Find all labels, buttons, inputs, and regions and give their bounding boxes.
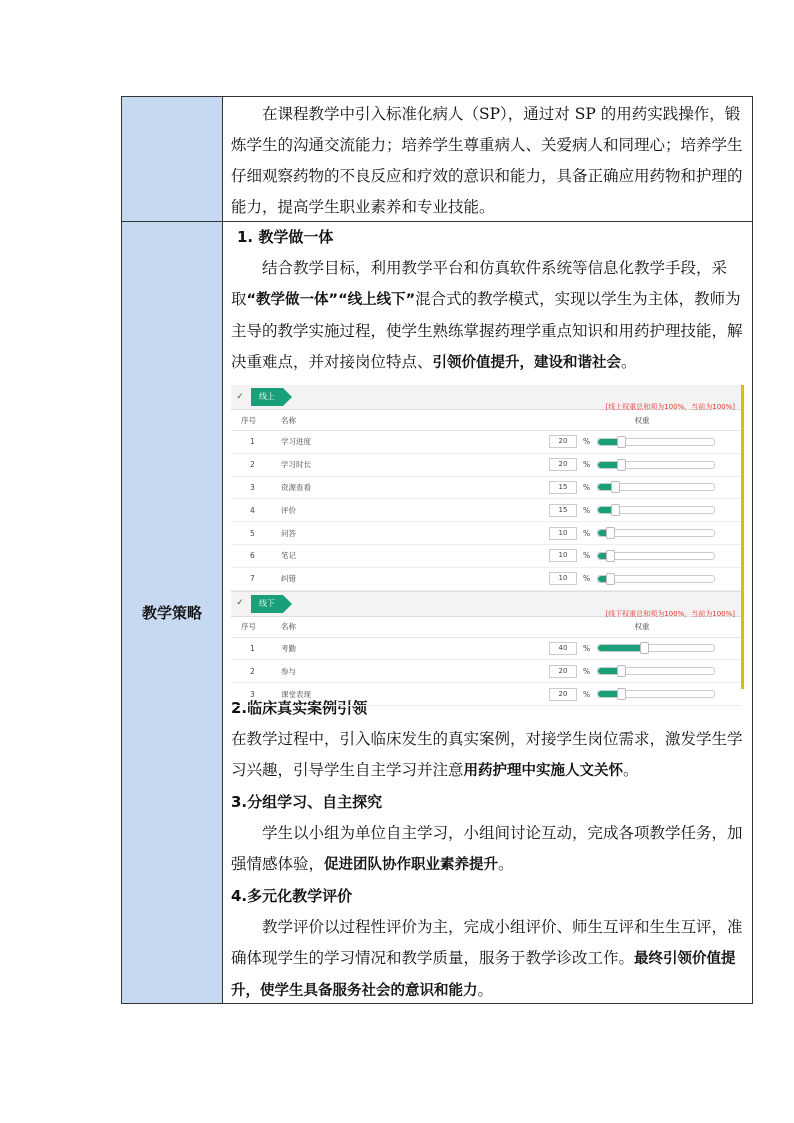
section1-title: 1. 教学做一体 bbox=[237, 228, 334, 246]
col-name: 名称 bbox=[281, 622, 296, 632]
weight-row bbox=[231, 568, 741, 591]
strategy-table bbox=[121, 96, 753, 1004]
offline-rows bbox=[231, 638, 741, 706]
offline-weight-note: [线下权重总和须为100%，当前为100%] bbox=[605, 609, 735, 618]
weight-input[interactable]: 20 bbox=[549, 458, 577, 471]
weight-slider[interactable] bbox=[597, 552, 715, 560]
offline-tag[interactable]: 线下 bbox=[251, 595, 283, 613]
percent-unit: % bbox=[583, 643, 591, 653]
row-name: 学习时长 bbox=[281, 460, 311, 470]
weight-input[interactable]: 10 bbox=[549, 572, 577, 585]
percent-unit: % bbox=[583, 483, 591, 492]
row-no: 3 bbox=[250, 483, 255, 492]
row-no: 1 bbox=[250, 437, 255, 447]
weight-input[interactable]: 40 bbox=[549, 642, 577, 655]
weight-input[interactable]: 20 bbox=[549, 665, 577, 678]
weight-slider[interactable] bbox=[597, 506, 715, 514]
objective-label-cell bbox=[122, 97, 223, 221]
weight-slider[interactable] bbox=[597, 461, 715, 469]
percent-unit: % bbox=[583, 437, 591, 447]
strategy-label: 教学策略 bbox=[122, 222, 223, 1003]
row-no: 1 bbox=[250, 643, 255, 653]
row-name: 课堂表现 bbox=[281, 689, 311, 699]
weight-slider[interactable] bbox=[597, 690, 715, 698]
online-weight-note: [线上权重总和须为100%，当前为100%] bbox=[605, 403, 735, 411]
slider-handle[interactable] bbox=[606, 550, 615, 562]
slider-handle[interactable] bbox=[617, 665, 626, 677]
slider-handle[interactable] bbox=[617, 436, 626, 448]
col-weight: 权重 bbox=[634, 415, 650, 425]
strategy-content-cell bbox=[223, 222, 753, 1003]
row-no: 2 bbox=[250, 666, 255, 676]
online-section-header bbox=[231, 385, 741, 410]
slider-handle[interactable] bbox=[640, 642, 649, 654]
weight-row bbox=[231, 683, 741, 706]
row-no: 7 bbox=[250, 574, 255, 584]
chevron-down-icon[interactable]: ✓ bbox=[236, 391, 244, 402]
row-name: 资源查看 bbox=[281, 483, 311, 492]
slider-handle[interactable] bbox=[606, 573, 615, 585]
section4-text: 教学评价以过程性评价为主，完成小组评价、师生互评和生生互评，准确体现学生的学习情况和教学质量，服务于教学诊改工作。最终引领价值提升，使学生具备服务社会的意识和能力。 bbox=[231, 918, 743, 999]
row-name: 学习进度 bbox=[281, 437, 311, 447]
slider-handle[interactable] bbox=[617, 459, 626, 471]
percent-unit: % bbox=[583, 460, 591, 470]
row-no: 4 bbox=[250, 505, 255, 515]
online-rows bbox=[231, 431, 741, 591]
percent-unit: % bbox=[583, 528, 591, 538]
weight-input[interactable]: 10 bbox=[549, 549, 577, 562]
row-name: 笔记 bbox=[281, 551, 296, 561]
objective-text: 在课程教学中引入标准化病人（SP），通过对 SP 的用药实践操作，锻炼学生的沟通交流能力；培养学生尊重病人、关爱病人和同理心；培养学生仔细观察药物的不良反应和疗效的意识和能力，具备正确应用药物和护理的能力，提高学生职业素养和专业技能。 bbox=[231, 105, 743, 216]
strategy-row bbox=[122, 222, 753, 1004]
slider-fill bbox=[598, 645, 644, 651]
weight-input[interactable]: 20 bbox=[549, 435, 577, 448]
weight-input[interactable]: 15 bbox=[549, 481, 577, 494]
weight-slider[interactable] bbox=[597, 575, 715, 583]
online-tag[interactable]: 线上 bbox=[251, 388, 283, 406]
row-name: 问答 bbox=[281, 528, 296, 538]
row-name: 纠错 bbox=[281, 574, 296, 584]
row-no: 5 bbox=[250, 528, 255, 538]
weight-slider[interactable] bbox=[597, 483, 715, 491]
chevron-down-icon[interactable]: ✓ bbox=[236, 598, 244, 609]
slider-handle[interactable] bbox=[617, 688, 626, 700]
percent-unit: % bbox=[583, 505, 591, 515]
col-name: 名称 bbox=[281, 415, 296, 425]
section2-title: 2.临床真实案例引领 bbox=[231, 699, 368, 717]
row-no: 2 bbox=[250, 460, 255, 470]
col-no: 序号 bbox=[241, 415, 256, 425]
slider-handle[interactable] bbox=[606, 527, 615, 539]
percent-unit: % bbox=[583, 689, 591, 699]
weight-slider[interactable] bbox=[597, 438, 715, 446]
section4-title: 4.多元化教学评价 bbox=[231, 887, 353, 905]
slider-handle[interactable] bbox=[611, 504, 620, 516]
weight-slider[interactable] bbox=[597, 667, 715, 675]
section3-title: 3.分组学习、自主探究 bbox=[231, 793, 383, 811]
weight-input[interactable]: 10 bbox=[549, 527, 577, 540]
row-name: 考勤 bbox=[281, 643, 296, 653]
row-name: 参与 bbox=[281, 666, 296, 676]
col-no: 序号 bbox=[241, 622, 256, 632]
slider-handle[interactable] bbox=[611, 481, 620, 493]
col-weight: 权重 bbox=[634, 622, 650, 632]
row-no: 6 bbox=[250, 551, 255, 561]
weight-input[interactable]: 20 bbox=[549, 688, 577, 701]
weight-slider[interactable] bbox=[597, 529, 715, 537]
weight-slider[interactable] bbox=[597, 644, 715, 652]
weight-settings-screenshot bbox=[231, 385, 744, 699]
section1-text: 结合教学目标，利用教学平台和仿真软件系统等信息化教学手段，采取“教学做一体”“线上线下”混合式的教学模式，实现以学生为主体，教师为主导的教学实施过程，使学生熟练掌握药理学重点知识和用药护理技能，解决重难点，并对接岗位特点、引领价值提升，建设和谐社会。 bbox=[231, 259, 743, 371]
weight-input[interactable]: 15 bbox=[549, 504, 577, 517]
percent-unit: % bbox=[583, 666, 591, 676]
percent-unit: % bbox=[583, 551, 591, 561]
percent-unit: % bbox=[583, 574, 591, 584]
offline-section-header bbox=[231, 591, 741, 617]
objective-row bbox=[122, 97, 753, 222]
section2-text: 在教学过程中，引入临床发生的真实案例，对接学生岗位需求，激发学生学习兴趣，引导学生自主学习并注意用药护理中实施人文关怀。 bbox=[231, 730, 743, 779]
objective-content-cell bbox=[223, 97, 753, 221]
section3-text: 学生以小组为单位自主学习，小组间讨论互动，完成各项教学任务，加强情感体验，促进团队协作职业素养提升。 bbox=[231, 824, 743, 873]
row-no: 3 bbox=[250, 689, 255, 699]
row-name: 评价 bbox=[281, 505, 296, 515]
